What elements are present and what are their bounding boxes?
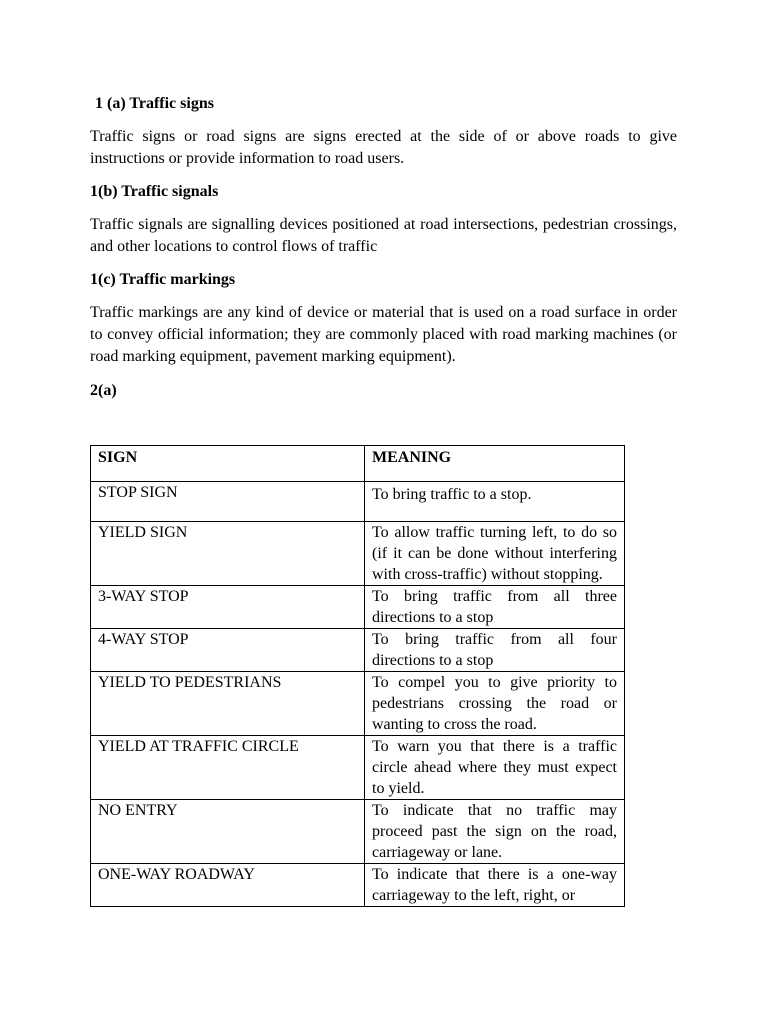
sign-cell: NO ENTRY bbox=[91, 800, 365, 864]
sign-cell: 4-WAY STOP bbox=[91, 629, 365, 672]
meaning-cell: To allow traffic turning left, to do so (if it can be done without interfering with cross-traffic) without stopping. bbox=[365, 522, 625, 586]
table-row bbox=[91, 800, 625, 864]
meaning-cell: To bring traffic from all three directions to a stop bbox=[365, 586, 625, 629]
paragraph-traffic-signs: Traffic signs or road signs are signs erected at the side of or above roads to give instructions or provide information to road users. bbox=[90, 128, 677, 167]
meaning-cell: To indicate that there is a one-way carriageway to the left, right, or bbox=[365, 864, 625, 907]
paragraph-traffic-markings: Traffic markings are any kind of device or material that is used on a road surface in order to convey official information; they are commonly placed with road marking machines (or road marking equipment, pavement marking equipment). bbox=[90, 304, 677, 365]
heading-traffic-signs: 1 (a) Traffic signs bbox=[95, 95, 214, 112]
signs-table bbox=[90, 445, 625, 907]
heading-2a: 2(a) bbox=[90, 382, 117, 399]
table-row bbox=[91, 522, 625, 586]
table-row bbox=[91, 629, 625, 672]
heading-traffic-signals: 1(b) Traffic signals bbox=[90, 183, 219, 200]
heading-traffic-markings: 1(c) Traffic markings bbox=[90, 271, 236, 288]
table-row bbox=[91, 586, 625, 629]
sign-cell: YIELD AT TRAFFIC CIRCLE bbox=[91, 736, 365, 800]
meaning-cell: To warn you that there is a traffic circle ahead where they must expect to yield. bbox=[365, 736, 625, 800]
meaning-cell: To indicate that no traffic may proceed past the sign on the road, carriageway or lane. bbox=[365, 800, 625, 864]
sign-cell: 3-WAY STOP bbox=[91, 586, 365, 629]
header-sign: SIGN bbox=[91, 446, 365, 482]
table-header-row bbox=[91, 446, 625, 482]
meaning-cell: To bring traffic to a stop. bbox=[365, 482, 625, 522]
sign-cell: STOP SIGN bbox=[91, 482, 365, 522]
table-row bbox=[91, 864, 625, 907]
sign-cell: YIELD TO PEDESTRIANS bbox=[91, 672, 365, 736]
table-row bbox=[91, 672, 625, 736]
meaning-cell: To compel you to give priority to pedestrians crossing the road or wanting to cross the road. bbox=[365, 672, 625, 736]
meaning-cell: To bring traffic from all four directions to a stop bbox=[365, 629, 625, 672]
table-row bbox=[91, 482, 625, 522]
paragraph-traffic-signals: Traffic signals are signalling devices positioned at road intersections, pedestrian crossings, and other locations to control flows of traffic bbox=[90, 216, 677, 255]
header-meaning: MEANING bbox=[365, 446, 625, 482]
sign-cell: YIELD SIGN bbox=[91, 522, 365, 586]
sign-cell: ONE-WAY ROADWAY bbox=[91, 864, 365, 907]
table-row bbox=[91, 736, 625, 800]
